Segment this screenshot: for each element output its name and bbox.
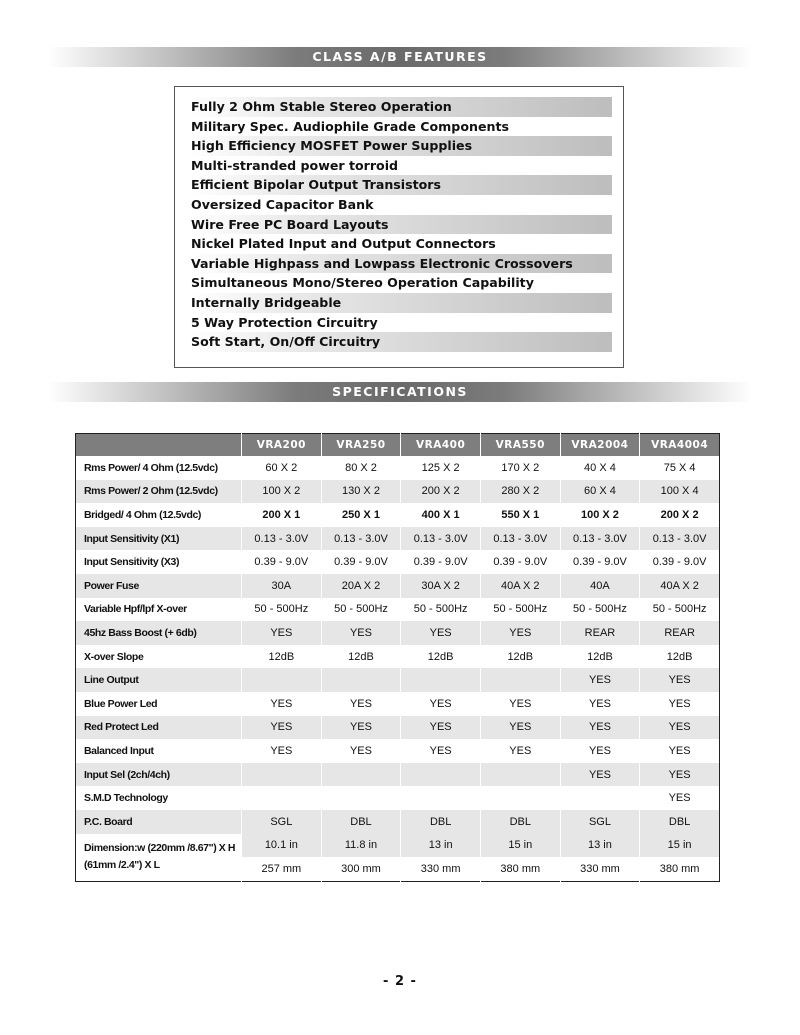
spec-value: 50 - 500Hz: [401, 598, 481, 622]
dimension-inches: 15 in: [640, 834, 720, 858]
spec-value: DBL: [640, 810, 720, 834]
spec-value: 170 X 2: [480, 456, 560, 480]
row-label: Red Protect Led: [76, 716, 242, 740]
row-label: Rms Power/ 2 Ohm (12.5vdc): [76, 480, 242, 504]
feature-item: Soft Start, On/Off Circuitry: [190, 332, 612, 352]
table-row: [76, 621, 720, 645]
spec-value: YES: [242, 692, 322, 716]
dimension-mm: 257 mm: [242, 857, 322, 881]
spec-value: YES: [560, 668, 640, 692]
spec-value: YES: [480, 739, 560, 763]
dimension-inches: 13 in: [401, 834, 481, 858]
model-header-vra200: VRA200: [242, 434, 322, 457]
spec-value: 200 X 2: [401, 480, 481, 504]
dimension-mm: 380 mm: [640, 857, 720, 881]
row-label: 45hz Bass Boost (+ 6db): [76, 621, 242, 645]
spec-value: 0.39 - 9.0V: [480, 550, 560, 574]
feature-item: Variable Highpass and Lowpass Electronic Crossovers: [190, 254, 612, 274]
spec-value: 50 - 500Hz: [560, 598, 640, 622]
spec-value: 200 X 2: [640, 503, 720, 527]
model-header-vra2004: VRA2004: [560, 434, 640, 457]
spec-value: [401, 668, 481, 692]
row-label: Input Sensitivity (X3): [84, 556, 180, 569]
table-row: [76, 763, 720, 787]
table-row: [76, 574, 720, 598]
row-label: Power Fuse: [76, 574, 242, 598]
spec-value: 0.39 - 9.0V: [242, 550, 322, 574]
row-label: Input Sel (2ch/4ch): [76, 763, 242, 787]
spec-value: YES: [242, 739, 322, 763]
table-row: [76, 550, 720, 574]
spec-value: YES: [401, 621, 481, 645]
spec-value: 125 X 2: [401, 456, 481, 480]
spec-value: 12dB: [401, 645, 481, 669]
spec-value: 280 X 2: [480, 480, 560, 504]
dimension-mm: 380 mm: [480, 857, 560, 881]
spec-value: YES: [560, 692, 640, 716]
features-list: [174, 86, 624, 368]
table-row: [76, 834, 720, 858]
spec-value: YES: [480, 692, 560, 716]
spec-value: YES: [640, 668, 720, 692]
table-row: [76, 786, 720, 810]
dimension-inches: 13 in: [560, 834, 640, 858]
spec-value: REAR: [560, 621, 640, 645]
spec-value: SGL: [560, 810, 640, 834]
spec-value: DBL: [480, 810, 560, 834]
spec-value: 0.39 - 9.0V: [321, 550, 401, 574]
spec-value: 12dB: [242, 645, 322, 669]
row-label: P.C. Board: [76, 810, 242, 834]
feature-item: 5 Way Protection Circuitry: [191, 314, 378, 330]
dimension-mm: 330 mm: [560, 857, 640, 881]
row-label: X-over Slope: [84, 650, 144, 663]
feature-item: Internally Bridgeable: [190, 293, 612, 313]
table-header-row: [76, 434, 720, 457]
specifications-table: [75, 433, 720, 882]
table-row: [76, 645, 720, 669]
spec-value: YES: [480, 716, 560, 740]
spec-value: 75 X 4: [640, 456, 720, 480]
spec-value: YES: [640, 739, 720, 763]
spec-value: [242, 668, 322, 692]
spec-value: [321, 763, 401, 787]
spec-value: SGL: [242, 810, 322, 834]
spec-value: YES: [401, 692, 481, 716]
dimension-label: Dimension:w (220mm /8.67") X H (61mm /2.4") X L: [76, 834, 242, 882]
feature-item: Multi-stranded power torroid: [191, 157, 399, 173]
page-number: - 2 -: [383, 974, 417, 989]
spec-value: YES: [401, 739, 481, 763]
spec-value: YES: [321, 716, 401, 740]
spec-value: 30A: [242, 574, 322, 598]
spec-value: 12dB: [640, 645, 720, 669]
model-header-vra400: VRA400: [401, 434, 481, 457]
feature-item: Simultaneous Mono/Stereo Operation Capability: [191, 275, 534, 291]
table-row: [76, 456, 720, 480]
spec-value: [242, 763, 322, 787]
spec-value: [480, 668, 560, 692]
spec-value: YES: [640, 763, 720, 787]
dimension-mm: 300 mm: [321, 857, 401, 881]
spec-value: YES: [321, 621, 401, 645]
spec-value: YES: [560, 763, 640, 787]
spec-value: 0.13 - 3.0V: [480, 527, 560, 551]
spec-value: 0.39 - 9.0V: [560, 550, 640, 574]
table-row: [76, 739, 720, 763]
dimension-mm: 330 mm: [401, 857, 481, 881]
spec-value: YES: [560, 739, 640, 763]
table-row: [76, 668, 720, 692]
spec-value: [480, 763, 560, 787]
spec-value: 40 X 4: [560, 456, 640, 480]
spec-value: YES: [242, 621, 322, 645]
header-label-cell: [76, 434, 242, 457]
spec-value: 100 X 4: [640, 480, 720, 504]
feature-item: Wire Free PC Board Layouts: [190, 215, 612, 235]
feature-item: Military Spec. Audiophile Grade Components: [191, 118, 509, 134]
model-header-vra550: VRA550: [480, 434, 560, 457]
spec-value: 100 X 2: [242, 480, 322, 504]
spec-value: 30A X 2: [401, 574, 481, 598]
feature-item: Efficient Bipolar Output Transistors: [190, 175, 612, 195]
spec-value: YES: [640, 716, 720, 740]
spec-value: DBL: [321, 810, 401, 834]
table-row: [76, 692, 720, 716]
table-row: [76, 716, 720, 740]
table-row: [76, 598, 720, 622]
spec-value: YES: [480, 621, 560, 645]
dimension-inches: 10.1 in: [242, 834, 322, 858]
dimension-inches: 15 in: [480, 834, 560, 858]
spec-value: YES: [401, 716, 481, 740]
row-label: Line Output: [76, 668, 242, 692]
table-row: [76, 810, 720, 834]
spec-value: 60 X 4: [560, 480, 640, 504]
spec-value: DBL: [401, 810, 481, 834]
spec-value: 50 - 500Hz: [321, 598, 401, 622]
spec-value: 12dB: [560, 645, 640, 669]
spec-value: 40A X 2: [640, 574, 720, 598]
row-label: Input Sensitivity (X1): [76, 527, 242, 551]
spec-value: 40A X 2: [480, 574, 560, 598]
spec-value: 100 X 2: [560, 503, 640, 527]
spec-value: 0.13 - 3.0V: [401, 527, 481, 551]
spec-value: 400 X 1: [401, 503, 481, 527]
spec-value: 80 X 2: [321, 456, 401, 480]
spec-value: 50 - 500Hz: [640, 598, 720, 622]
row-label: Bridged/ 4 Ohm (12.5vdc): [84, 508, 202, 521]
spec-value: 12dB: [321, 645, 401, 669]
spec-value: YES: [321, 739, 401, 763]
model-header-vra250: VRA250: [321, 434, 401, 457]
spec-value: [480, 786, 560, 810]
table-row: [76, 503, 720, 527]
spec-value: [401, 786, 481, 810]
spec-value: [321, 668, 401, 692]
spec-value: 200 X 1: [242, 503, 322, 527]
feature-item: Fully 2 Ohm Stable Stereo Operation: [190, 97, 612, 117]
spec-value: YES: [560, 716, 640, 740]
spec-value: 12dB: [480, 645, 560, 669]
spec-value: [321, 786, 401, 810]
table-row: [76, 527, 720, 551]
spec-value: 0.13 - 3.0V: [321, 527, 401, 551]
spec-value: 250 X 1: [321, 503, 401, 527]
spec-value: 0.39 - 9.0V: [640, 550, 720, 574]
model-header-vra4004: VRA4004: [640, 434, 720, 457]
spec-value: YES: [242, 716, 322, 740]
spec-value: 20A X 2: [321, 574, 401, 598]
spec-value: YES: [640, 786, 720, 810]
row-label: Rms Power/ 4 Ohm (12.5vdc): [84, 461, 218, 474]
spec-value: 40A: [560, 574, 640, 598]
spec-value: 0.39 - 9.0V: [401, 550, 481, 574]
row-label: Blue Power Led: [84, 697, 158, 710]
spec-value: [560, 786, 640, 810]
spec-value: 50 - 500Hz: [480, 598, 560, 622]
spec-value: [242, 786, 322, 810]
spec-value: 0.13 - 3.0V: [560, 527, 640, 551]
table-row: [76, 480, 720, 504]
spec-value: 50 - 500Hz: [242, 598, 322, 622]
spec-value: 0.13 - 3.0V: [242, 527, 322, 551]
row-label: S.M.D Technology: [84, 792, 168, 805]
spec-value: 130 X 2: [321, 480, 401, 504]
dimension-inches: 11.8 in: [321, 834, 401, 858]
row-label: Variable Hpf/lpf X-over: [84, 603, 187, 616]
spec-value: [401, 763, 481, 787]
row-label: Balanced Input: [84, 744, 154, 757]
spec-value: REAR: [640, 621, 720, 645]
feature-item: Oversized Capacitor Bank: [191, 196, 374, 212]
spec-value: YES: [640, 692, 720, 716]
feature-item: Nickel Plated Input and Output Connectors: [191, 236, 496, 252]
spec-value: 0.13 - 3.0V: [640, 527, 720, 551]
features-heading: CLASS A/B FEATURES: [48, 47, 752, 67]
spec-value: 550 X 1: [480, 503, 560, 527]
spec-value: YES: [321, 692, 401, 716]
spec-value: 60 X 2: [242, 456, 322, 480]
specifications-heading: SPECIFICATIONS: [48, 382, 752, 402]
feature-item: High Efficiency MOSFET Power Supplies: [190, 136, 612, 156]
